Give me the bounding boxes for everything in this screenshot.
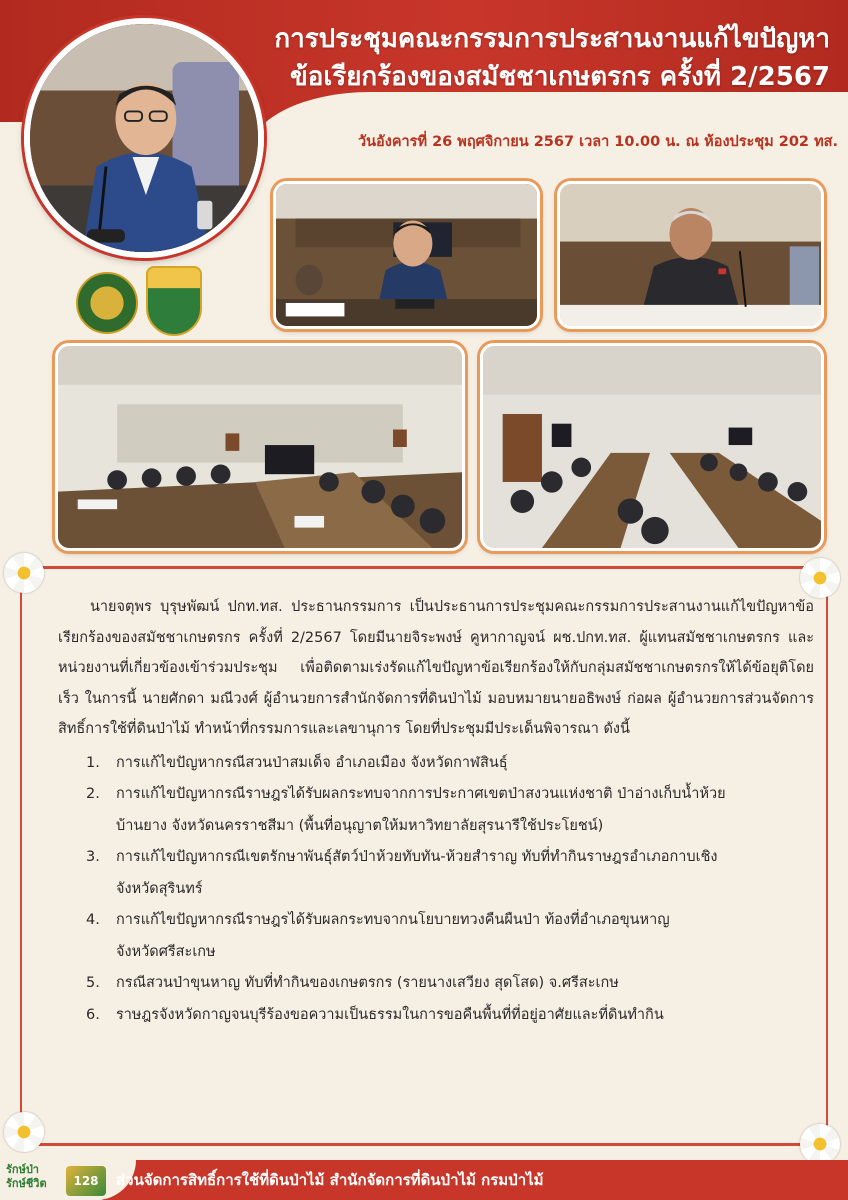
agenda-item-text-cont: จังหวัดศรีสะเกษ xyxy=(116,943,216,960)
representative-speaking-photo xyxy=(557,181,824,329)
title-line-2: ข้อเรียกร้องของสมัชชาเกษตรกร ครั้งที่ 2/2567 xyxy=(289,62,830,92)
agenda-item xyxy=(58,779,814,842)
daisy-decoration-icon xyxy=(4,553,44,593)
agenda-item xyxy=(58,842,814,905)
agenda-item-text: ราษฎรจังหวัดกาญจนบุรีร้องขอความเป็นธรรมในการขอคืนพื้นที่ที่อยู่อาศัยและที่ดินทำกิน xyxy=(116,1006,664,1023)
chairman-portrait xyxy=(24,18,264,258)
title-line-1: การประชุมคณะกรรมการประสานงานแก้ไขปัญหา xyxy=(274,24,830,54)
body-text xyxy=(58,592,814,1031)
forest-campaign-logo-text-1: รักษ์ป่า xyxy=(6,1163,39,1176)
agency-emblem-logo xyxy=(146,266,202,336)
meeting-room-wide-photo xyxy=(55,343,465,551)
meeting-room-side-photo xyxy=(480,343,824,551)
daisy-decoration-icon xyxy=(4,1112,44,1152)
agenda-item-text-cont: จังหวัดสุรินทร์ xyxy=(116,880,203,897)
agenda-item-number: 3. xyxy=(86,849,100,866)
agenda-item xyxy=(58,1000,814,1032)
agenda-item-number: 1. xyxy=(86,754,100,771)
title-block xyxy=(270,20,830,96)
agenda-item xyxy=(58,968,814,1000)
daisy-decoration-icon xyxy=(800,1124,840,1164)
anniversary-logo: 128 xyxy=(66,1166,106,1196)
agenda-item-text: กรณีสวนป่าขุนหาญ ทับที่ทำกินของเกษตรกร (รายนางเสวียง สุดโสด) จ.ศรีสะเกษ xyxy=(116,975,619,992)
agenda-item-text: การแก้ไขปัญหากรณีราษฎรได้รับผลกระทบจากการประกาศเขตป่าสงวนแห่งชาติ ป่าอ่างเก็บน้ำห้วย xyxy=(116,786,726,803)
agenda-item-number: 5. xyxy=(86,975,100,992)
agenda-item-text: การแก้ไขปัญหากรณีราษฎรได้รับผลกระทบจากนโยบายทวงคืนผืนป่า ท้องที่อำเภอขุนหาญ xyxy=(116,912,670,929)
agenda-item xyxy=(58,905,814,968)
agenda-item-number: 2. xyxy=(86,786,100,803)
agenda-item-number: 4. xyxy=(86,912,100,929)
agenda-item-text: การแก้ไขปัญหากรณีเขตรักษาพันธุ์สัตว์ป่าห้วยทับทัน-ห้วยสำราญ ทับที่ทำกินราษฎรอำเภอกาบเชิง xyxy=(116,849,718,866)
agenda-item xyxy=(58,748,814,780)
footer-text: ส่วนจัดการสิทธิ์การใช้ที่ดินป่าไม้ สำนักจัดการที่ดินป่าไม้ กรมป่าไม้ xyxy=(116,1171,544,1189)
agenda-item-text-cont: บ้านยาง จังหวัดนครราชสีมา (พื้นที่อนุญาตให้มหาวิทยาลัยสุรนารีใช้ประโยชน์) xyxy=(116,817,604,834)
meeting-chair-photo xyxy=(273,181,540,329)
meeting-date-line: วันอังคารที่ 26 พฤศจิกายน 2567 เวลา 10.00 น. ณ ห้องประชุม 202 ทส. xyxy=(358,134,838,150)
intro-paragraph: นายจตุพร บุรุษพัฒน์ ปกท.ทส. ประธานกรรมการ เป็นประธานการประชุมคณะกรรมการประสานงานแก้ไขปัญหาข้อเรียกร้องของสมัชชาเกษตรกร ครั้งที่ 2/2567 โดยมีนายจิระพงษ์ คูหากาญจน์ ผช.ปกท.ทส. ผู้แทนสมัชชาเกษตรกร และหน่วยงานที่เกี่ยวข้องเข้าร่วมประชุม เพื่อติดตามเร่งรัดแก้ไขปัญหาข้อเรียกร้องให้กับกลุ่มสมัชชาเกษตรกรให้ได้ข้อยุติโดยเร็ว ในการนี้ นายศักดา มณีวงศ์ ผู้อำนวยการสำนักจัดการที่ดินป่าไม้ มอบหมายนายอธิพงษ์ ก่อผล ผู้อำนวยการส่วนจัดการสิทธิ์การใช้ที่ดินป่าไม้ ทำหน้าที่กรรมการและเลขานุการ โดยที่ประชุมมีประเด็นพิจารณา ดังนี้ xyxy=(58,599,814,738)
forest-campaign-logo-text-2: รักษ์ชีวิต xyxy=(6,1177,47,1190)
royal-forest-department-logo xyxy=(76,272,138,334)
agenda-list xyxy=(58,748,814,1032)
agenda-item-text: การแก้ไขปัญหากรณีสวนป่าสมเด็จ อำเภอเมือง จังหวัดกาฬสินธุ์ xyxy=(116,754,508,771)
forest-campaign-logo xyxy=(6,1163,60,1195)
agenda-item-number: 6. xyxy=(86,1006,100,1023)
portrait-image xyxy=(30,24,258,252)
